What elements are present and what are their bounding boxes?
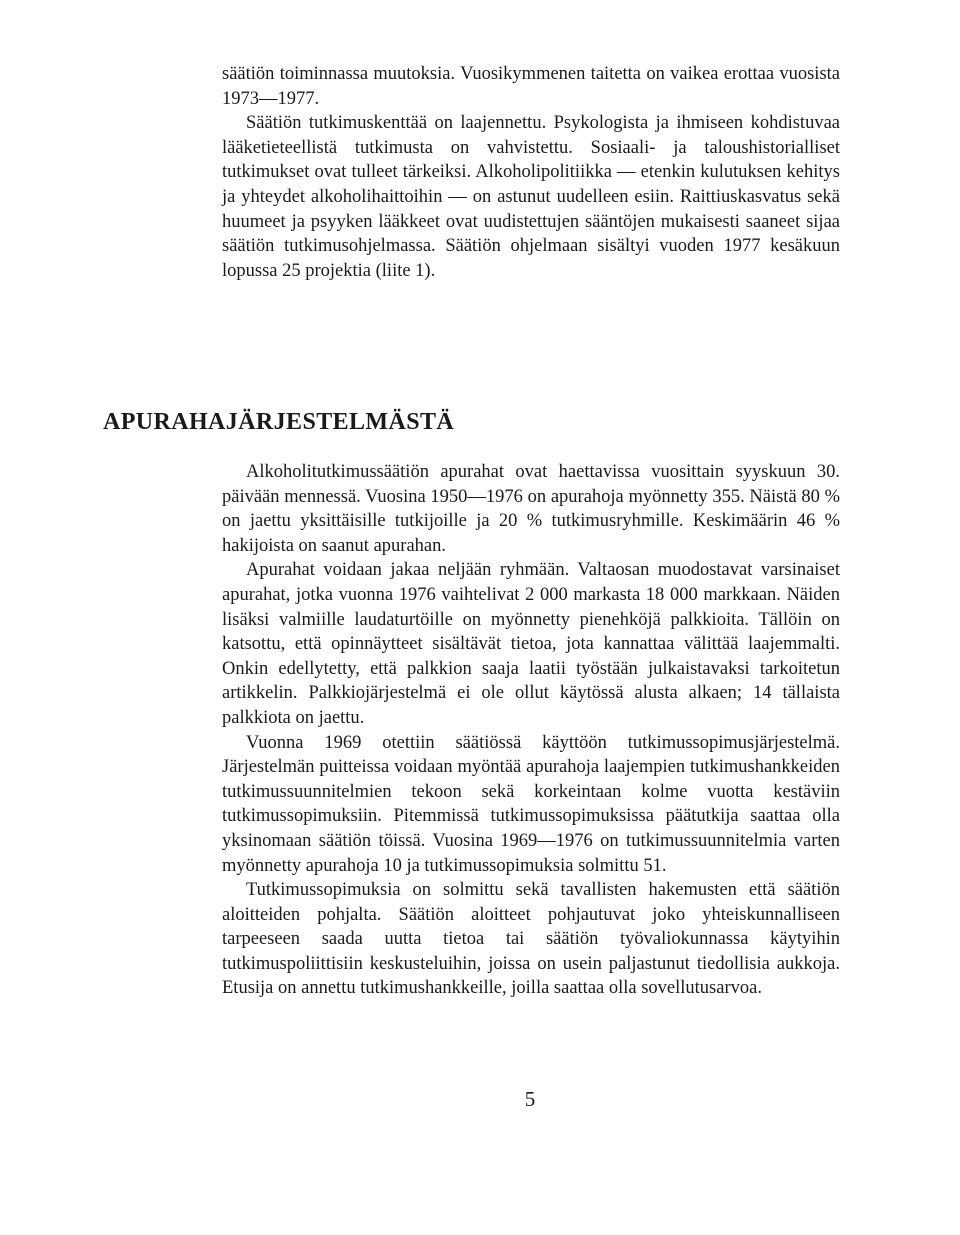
intro-paragraph-2: Säätiön tutkimuskenttää on laajennettu. Psykologista ja ihmiseen kohdistuvaa lääketieteellistä tutkimusta on vahvistettu. Sosiaali- ja taloushistorialliset tutkimukset ovat tulleet tärkeiksi. Alkoholipolitiikka — etenkin kulutuksen kehitys ja yhteydet alkoholihaittoihin — on astunut uudelleen esiin. Raittiuskasvatus sekä huumeet ja psyyken lääkkeet ovat uudistettujen sääntöjen mukaisesti saaneet sijaa säätiön tutkimusohjelmassa. Säätiön ohjelmaan sisältyi vuoden 1977 kesäkuun lopussa 25 projektia (liite 1). [222,113,840,281]
section-paragraph-1: Alkoholitutkimussäätiön apurahat ovat haettavissa vuosittain syyskuun 30. päivään mennessä. Vuosina 1950—1976 on apurahoja myönnetty 355. Näistä 80 % on jaettu yksittäisille tutkijoille ja 20 % tutkimusryhmille. Keskimäärin 46 % hakijoista on saanut apurahan. [222,462,840,556]
section-paragraph-2: Apurahat voidaan jakaa neljään ryhmään. Valtaosan muodostavat varsinaiset apurahat, jotka vuonna 1976 vaihtelivat 2 000 markasta 18 000 markkaan. Näiden lisäksi valmiille laudaturtöille on myönnetty pienehköjä palkkioita. Tällöin on katsottu, että opinnäytteet sisältävät tietoa, jota kannattaa välittää laajemmalti. Onkin edellytetty, että palkkion saaja laatii työstään julkaistavaksi tarkoitetun artikkelin. Palkkiojärjestelmä ei ole ollut käytössä alusta alkaen; 14 tällaista palkkiota on jaettu. [222,560,840,728]
page-number: 5 [524,1087,536,1111]
section-text-block [222,460,840,1001]
intro-text-block [222,62,840,283]
section-heading: APURAHAJÄRJESTELMÄSTÄ [103,409,455,435]
intro-paragraph-1: säätiön toiminnassa muutoksia. Vuosikymmenen taitetta on vaikea erottaa vuosista 1973—1977. [222,64,840,109]
section-paragraph-4: Tutkimussopimuksia on solmittu sekä tavallisten hakemusten että säätiön aloitteiden pohjalta. Säätiön aloitteet pohjautuvat joko yhteiskunnalliseen tarpeeseen saada uutta tietoa tai säätiön työvaliokunnassa käytyihin tutkimuspoliittisiin keskusteluihin, joissa on usein paljastunut tiedollisia aukkoja. Etusija on annettu tutkimushankkeille, joilla saattaa olla sovellutusarvoa. [222,880,840,999]
section-paragraph-3: Vuonna 1969 otettiin säätiössä käyttöön tutkimussopimusjärjestelmä. Järjestelmän puitteissa voidaan myöntää apurahoja laajempien tutkimushankkeiden tutkimussuunnitelmien tekoon sekä korkeintaan kolme vuotta kestäviin tutkimussopimuksiin. Pitemmissä tutkimussopimuksissa päätutkija saattaa olla yksinomaan säätiön töissä. Vuosina 1969—1976 on tutkimussuunnitelmia varten myönnetty apurahoja 10 ja tutkimussopimuksia solmittu 51. [222,732,840,876]
